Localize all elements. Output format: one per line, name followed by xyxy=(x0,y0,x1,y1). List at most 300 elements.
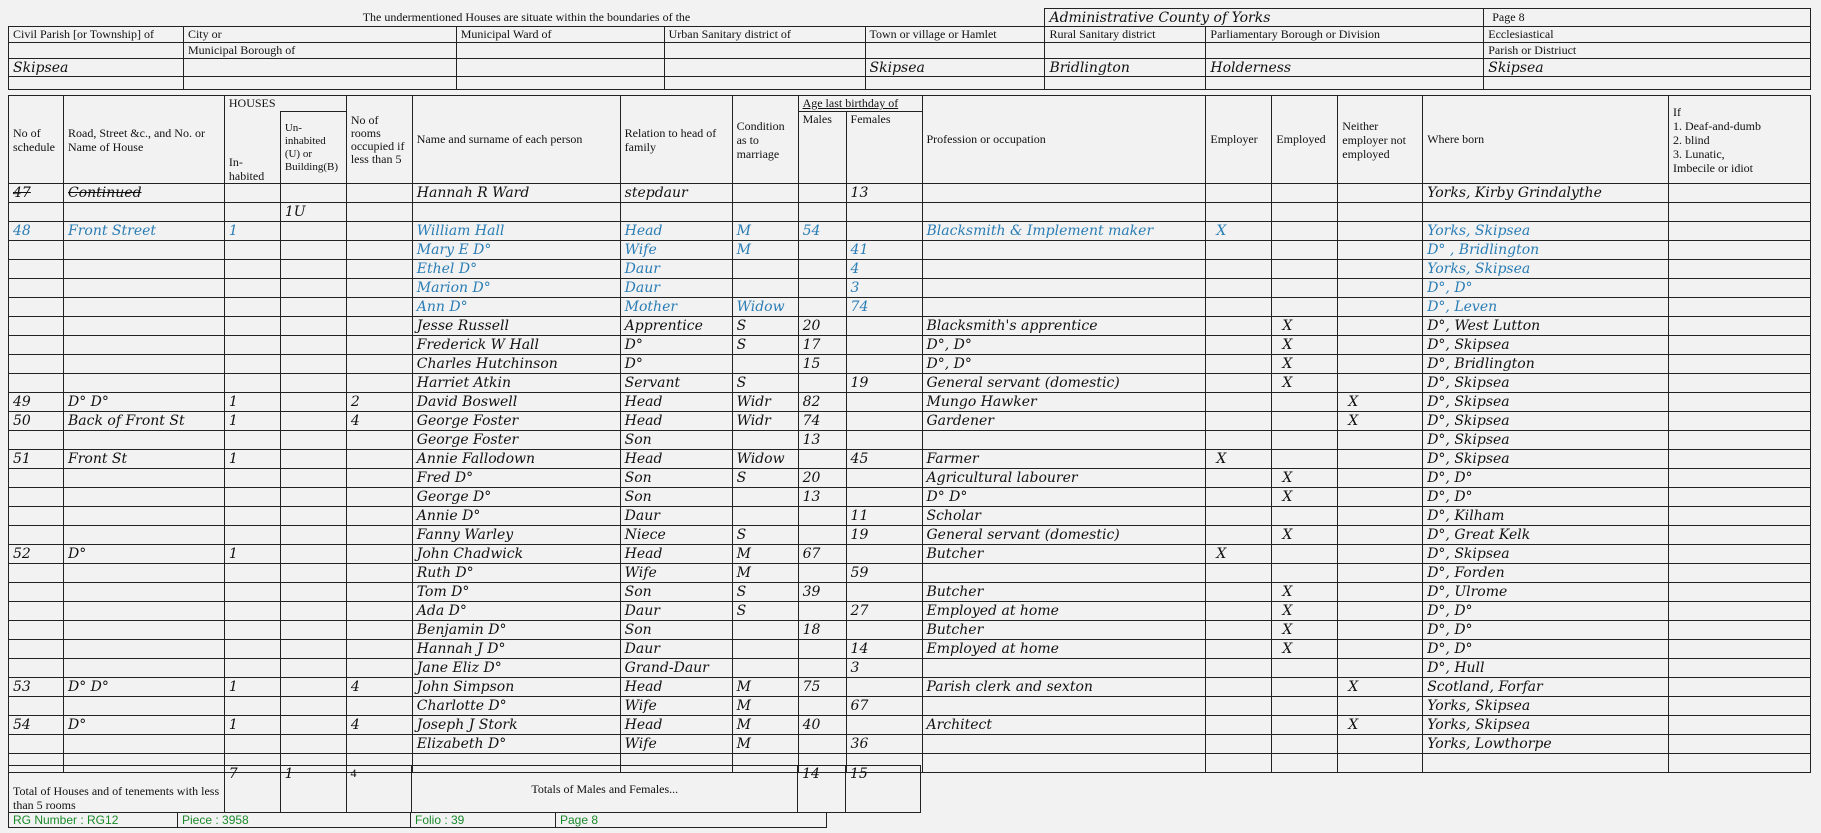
cell-employer xyxy=(1206,678,1272,697)
cell-condition xyxy=(732,431,798,450)
cell-condition xyxy=(732,621,798,640)
cell-infirmity xyxy=(1669,735,1811,754)
cell-infirmity xyxy=(1669,298,1811,317)
cell-employed xyxy=(1272,507,1338,526)
cell-occupation xyxy=(922,298,1206,317)
cell-road xyxy=(63,279,224,298)
cell-males xyxy=(798,564,846,583)
cell-occupation xyxy=(922,754,1206,773)
cell-relation: stepdaur xyxy=(620,184,732,203)
cell-name: Fanny Warley xyxy=(412,526,620,545)
infirm-1: 1. Deaf-and-dumb xyxy=(1673,118,1761,133)
col-schedule: No of schedule xyxy=(9,96,64,184)
cell-relation: Head xyxy=(620,545,732,564)
cell-schedule xyxy=(9,488,64,507)
cell-employed: X xyxy=(1272,488,1338,507)
cell-schedule: 53 xyxy=(9,678,64,697)
cell-females: 3 xyxy=(846,659,922,678)
table-row xyxy=(9,716,1811,735)
cell-employed xyxy=(1272,279,1338,298)
col-rooms: No of rooms occupied if less than 5 xyxy=(346,96,412,184)
cell-males xyxy=(798,659,846,678)
cell-schedule xyxy=(9,583,64,602)
cell-road xyxy=(63,564,224,583)
cell-infirmity xyxy=(1669,241,1811,260)
cell-condition: S xyxy=(732,583,798,602)
table-row xyxy=(9,260,1811,279)
cell-employed: X xyxy=(1272,602,1338,621)
cell-rooms: 4 xyxy=(346,716,412,735)
value-rural-sanitary: Bridlington xyxy=(1045,59,1206,77)
cell-males xyxy=(798,507,846,526)
cell-born: Yorks, Skipsea xyxy=(1423,697,1669,716)
cell-schedule xyxy=(9,469,64,488)
ref-folio: Folio : 39 xyxy=(411,813,556,828)
cell-occupation xyxy=(922,697,1206,716)
cell-inhabited xyxy=(224,374,280,393)
col-condition: Condition as to marriage xyxy=(732,96,798,184)
label-ecclesiastical: Ecclesiastical xyxy=(1484,27,1811,43)
value-civil-parish: Skipsea xyxy=(9,59,184,77)
cell-condition xyxy=(732,640,798,659)
cell-males xyxy=(798,279,846,298)
label-municipal-borough: Municipal Borough of xyxy=(183,43,456,59)
cell-condition xyxy=(732,203,798,222)
cell-males xyxy=(798,260,846,279)
cell-males: 18 xyxy=(798,621,846,640)
cell-relation: Daur xyxy=(620,602,732,621)
cell-males: 75 xyxy=(798,678,846,697)
cell-inhabited xyxy=(224,298,280,317)
cell-born: D° , Bridlington xyxy=(1423,241,1669,260)
cell-males xyxy=(798,735,846,754)
cell-inhabited xyxy=(224,640,280,659)
census-table xyxy=(8,95,1811,773)
infirm-4: Imbecile or idiot xyxy=(1673,160,1753,175)
infirm-3: 3. Lunatic, xyxy=(1673,146,1725,161)
value-ecclesiastical: Skipsea xyxy=(1484,59,1811,77)
cell-schedule xyxy=(9,621,64,640)
cell-occupation: Parish clerk and sexton xyxy=(922,678,1206,697)
cell-employed: X xyxy=(1272,526,1338,545)
cell-females xyxy=(846,203,922,222)
cell-females: 59 xyxy=(846,564,922,583)
cell-schedule xyxy=(9,507,64,526)
cell-born: D°, Leven xyxy=(1423,298,1669,317)
cell-rooms xyxy=(346,697,412,716)
cell-inhabited xyxy=(224,488,280,507)
cell-born: Scotland, Forfar xyxy=(1423,678,1669,697)
cell-employer xyxy=(1206,507,1272,526)
cell-infirmity xyxy=(1669,393,1811,412)
cell-born: D°, D° xyxy=(1423,621,1669,640)
cell-females xyxy=(846,412,922,431)
table-row xyxy=(9,374,1811,393)
cell-inhabited xyxy=(224,260,280,279)
table-row xyxy=(9,222,1811,241)
cell-neither xyxy=(1338,336,1423,355)
cell-males xyxy=(798,697,846,716)
cell-road: D° xyxy=(63,716,224,735)
cell-employed: X xyxy=(1272,336,1338,355)
cell-females: 13 xyxy=(846,184,922,203)
cell-infirmity xyxy=(1669,450,1811,469)
cell-uninhabited xyxy=(280,279,346,298)
cell-relation: Daur xyxy=(620,507,732,526)
cell-schedule: 49 xyxy=(9,393,64,412)
cell-employed xyxy=(1272,260,1338,279)
col-inhabited: In-habited xyxy=(224,124,280,184)
cell-relation: Wife xyxy=(620,735,732,754)
table-row xyxy=(9,279,1811,298)
table-row xyxy=(9,545,1811,564)
cell-name: George D° xyxy=(412,488,620,507)
cell-uninhabited xyxy=(280,507,346,526)
cell-rooms xyxy=(346,355,412,374)
cell-females: 36 xyxy=(846,735,922,754)
cell-employer xyxy=(1206,526,1272,545)
table-row xyxy=(9,450,1811,469)
cell-road xyxy=(63,526,224,545)
ref-page: Page 8 xyxy=(556,813,827,828)
ref-rg: RG Number : RG12 xyxy=(9,813,178,828)
cell-relation: Apprentice xyxy=(620,317,732,336)
cell-condition: S xyxy=(732,317,798,336)
cell-rooms xyxy=(346,640,412,659)
cell-occupation: D° D° xyxy=(922,488,1206,507)
cell-neither xyxy=(1338,355,1423,374)
cell-neither xyxy=(1338,374,1423,393)
cell-occupation: D°, D° xyxy=(922,355,1206,374)
cell-uninhabited xyxy=(280,621,346,640)
cell-road xyxy=(63,241,224,260)
cell-road xyxy=(63,355,224,374)
cell-name: Ethel D° xyxy=(412,260,620,279)
cell-females xyxy=(846,431,922,450)
cell-employed xyxy=(1272,203,1338,222)
cell-relation: Son xyxy=(620,431,732,450)
cell-rooms xyxy=(346,583,412,602)
cell-relation: D° xyxy=(620,336,732,355)
cell-females: 45 xyxy=(846,450,922,469)
cell-occupation: General servant (domestic) xyxy=(922,526,1206,545)
totals-inhabited: 7 xyxy=(224,766,280,813)
cell-employer xyxy=(1206,298,1272,317)
col-employer: Employer xyxy=(1206,96,1272,184)
cell-neither: X xyxy=(1338,393,1423,412)
cell-infirmity xyxy=(1669,659,1811,678)
cell-name: Frederick W Hall xyxy=(412,336,620,355)
cell-employer xyxy=(1206,374,1272,393)
cell-road xyxy=(63,659,224,678)
cell-name: Jane Eliz D° xyxy=(412,659,620,678)
cell-occupation: Butcher xyxy=(922,583,1206,602)
cell-uninhabited xyxy=(280,697,346,716)
table-row xyxy=(9,431,1811,450)
cell-occupation: Agricultural labourer xyxy=(922,469,1206,488)
cell-schedule xyxy=(9,659,64,678)
cell-employed xyxy=(1272,564,1338,583)
cell-males: 74 xyxy=(798,412,846,431)
cell-born: Yorks, Skipsea xyxy=(1423,260,1669,279)
cell-born: D°, Skipsea xyxy=(1423,336,1669,355)
cell-rooms xyxy=(346,526,412,545)
label-urban-sanitary: Urban Sanitary district of xyxy=(664,27,865,43)
cell-rooms xyxy=(346,298,412,317)
cell-inhabited: 1 xyxy=(224,450,280,469)
cell-employed: X xyxy=(1272,640,1338,659)
cell-males: 82 xyxy=(798,393,846,412)
cell-born: Yorks, Skipsea xyxy=(1423,222,1669,241)
cell-employer xyxy=(1206,431,1272,450)
cell-inhabited xyxy=(224,241,280,260)
table-row xyxy=(9,640,1811,659)
cell-employed: X xyxy=(1272,374,1338,393)
cell-rooms xyxy=(346,203,412,222)
cell-rooms: 2 xyxy=(346,393,412,412)
cell-born: D°, D° xyxy=(1423,279,1669,298)
cell-schedule xyxy=(9,336,64,355)
cell-born: D°, D° xyxy=(1423,602,1669,621)
table-row xyxy=(9,469,1811,488)
cell-infirmity xyxy=(1669,583,1811,602)
cell-road xyxy=(63,602,224,621)
col-neither: Neither employer not employed xyxy=(1338,96,1423,184)
cell-employed xyxy=(1272,678,1338,697)
cell-males: 13 xyxy=(798,488,846,507)
cell-infirmity xyxy=(1669,203,1811,222)
cell-born: D°, Skipsea xyxy=(1423,393,1669,412)
cell-condition: S xyxy=(732,602,798,621)
cell-relation: Mother xyxy=(620,298,732,317)
cell-infirmity xyxy=(1669,469,1811,488)
cell-schedule xyxy=(9,735,64,754)
cell-condition: Widr xyxy=(732,393,798,412)
cell-name: Elizabeth D° xyxy=(412,735,620,754)
cell-condition: Widow xyxy=(732,298,798,317)
cell-occupation xyxy=(922,564,1206,583)
cell-road xyxy=(63,431,224,450)
cell-infirmity xyxy=(1669,355,1811,374)
cell-uninhabited xyxy=(280,393,346,412)
cell-males xyxy=(798,374,846,393)
cell-females: 14 xyxy=(846,640,922,659)
col-uninhabited: Un-inhabited (U) or Building(B) xyxy=(280,112,346,184)
cell-females xyxy=(846,678,922,697)
cell-road xyxy=(63,260,224,279)
cell-infirmity xyxy=(1669,602,1811,621)
label-town-village: Town or village or Hamlet xyxy=(865,27,1045,43)
cell-rooms xyxy=(346,260,412,279)
cell-neither xyxy=(1338,260,1423,279)
table-row xyxy=(9,184,1811,203)
cell-condition: S xyxy=(732,469,798,488)
cell-infirmity xyxy=(1669,222,1811,241)
cell-uninhabited xyxy=(280,469,346,488)
cell-born: D°, Skipsea xyxy=(1423,450,1669,469)
col-houses: HOUSES xyxy=(224,96,346,112)
cell-occupation xyxy=(922,184,1206,203)
col-name: Name and surname of each person xyxy=(412,96,620,184)
cell-males: 54 xyxy=(798,222,846,241)
cell-born: Yorks, Lowthorpe xyxy=(1423,735,1669,754)
cell-infirmity xyxy=(1669,260,1811,279)
cell-employer xyxy=(1206,203,1272,222)
cell-employer xyxy=(1206,393,1272,412)
cell-uninhabited xyxy=(280,488,346,507)
cell-condition: M xyxy=(732,735,798,754)
cell-infirmity xyxy=(1669,545,1811,564)
cell-females xyxy=(846,716,922,735)
totals-houses-label: Total of Houses and of tenements with less than 5 rooms xyxy=(9,766,225,813)
cell-schedule xyxy=(9,260,64,279)
cell-condition xyxy=(732,488,798,507)
label-parliamentary: Parliamentary Borough or Division xyxy=(1206,27,1484,43)
table-row xyxy=(9,659,1811,678)
cell-name: Mary E D° xyxy=(412,241,620,260)
cell-name: John Simpson xyxy=(412,678,620,697)
cell-males: 15 xyxy=(798,355,846,374)
cell-employer xyxy=(1206,659,1272,678)
cell-road: D° D° xyxy=(63,393,224,412)
cell-neither xyxy=(1338,222,1423,241)
cell-condition xyxy=(732,355,798,374)
cell-occupation: Butcher xyxy=(922,545,1206,564)
cell-neither xyxy=(1338,298,1423,317)
col-age: Age last birthday of xyxy=(798,96,922,112)
cell-born xyxy=(1423,754,1669,773)
totals-females: 15 xyxy=(846,766,921,813)
cell-occupation: Employed at home xyxy=(922,640,1206,659)
cell-neither xyxy=(1338,431,1423,450)
value-parliamentary: Holderness xyxy=(1206,59,1484,77)
cell-name: Ruth D° xyxy=(412,564,620,583)
cell-males xyxy=(798,184,846,203)
cell-males xyxy=(798,640,846,659)
label-rural-sanitary: Rural Sanitary district xyxy=(1045,27,1206,43)
cell-employed: X xyxy=(1272,583,1338,602)
cell-neither xyxy=(1338,735,1423,754)
infirm-if: If xyxy=(1673,104,1682,119)
totals-uninhabited: 1 xyxy=(280,766,346,813)
cell-males xyxy=(798,241,846,260)
cell-born: D°, Skipsea xyxy=(1423,431,1669,450)
cell-inhabited xyxy=(224,336,280,355)
cell-rooms xyxy=(346,621,412,640)
cell-employer xyxy=(1206,355,1272,374)
cell-rooms: 4 xyxy=(346,678,412,697)
cell-uninhabited xyxy=(280,222,346,241)
cell-females xyxy=(846,317,922,336)
cell-inhabited xyxy=(224,184,280,203)
cell-employed xyxy=(1272,659,1338,678)
cell-condition xyxy=(732,184,798,203)
cell-employer xyxy=(1206,488,1272,507)
cell-schedule xyxy=(9,640,64,659)
cell-relation: Grand-Daur xyxy=(620,659,732,678)
cell-road xyxy=(63,203,224,222)
cell-relation: Wife xyxy=(620,564,732,583)
cell-relation: Daur xyxy=(620,279,732,298)
cell-rooms xyxy=(346,431,412,450)
cell-infirmity xyxy=(1669,184,1811,203)
cell-inhabited xyxy=(224,583,280,602)
cell-name: George Foster xyxy=(412,412,620,431)
cell-occupation xyxy=(922,431,1206,450)
cell-occupation: General servant (domestic) xyxy=(922,374,1206,393)
cell-road: Front Street xyxy=(63,222,224,241)
cell-employed xyxy=(1272,716,1338,735)
cell-rooms xyxy=(346,488,412,507)
cell-inhabited xyxy=(224,735,280,754)
cell-occupation xyxy=(922,203,1206,222)
cell-females xyxy=(846,488,922,507)
col-born: Where born xyxy=(1423,96,1669,184)
totals-persons-label: Totals of Males and Females... xyxy=(412,766,798,813)
table-row xyxy=(9,336,1811,355)
cell-females: 11 xyxy=(846,507,922,526)
table-row xyxy=(9,735,1811,754)
cell-relation: Niece xyxy=(620,526,732,545)
cell-neither xyxy=(1338,545,1423,564)
cell-rooms xyxy=(346,545,412,564)
cell-occupation: Architect xyxy=(922,716,1206,735)
cell-neither: X xyxy=(1338,412,1423,431)
cell-occupation: Farmer xyxy=(922,450,1206,469)
cell-uninhabited xyxy=(280,678,346,697)
cell-occupation: Butcher xyxy=(922,621,1206,640)
cell-females: 27 xyxy=(846,602,922,621)
cell-schedule xyxy=(9,317,64,336)
cell-name: John Chadwick xyxy=(412,545,620,564)
cell-neither xyxy=(1338,507,1423,526)
cell-females xyxy=(846,393,922,412)
cell-relation: Head xyxy=(620,716,732,735)
cell-uninhabited xyxy=(280,336,346,355)
cell-males xyxy=(798,203,846,222)
cell-name: Harriet Atkin xyxy=(412,374,620,393)
cell-infirmity xyxy=(1669,412,1811,431)
cell-employer xyxy=(1206,317,1272,336)
cell-occupation: Scholar xyxy=(922,507,1206,526)
cell-name: Hannah J D° xyxy=(412,640,620,659)
cell-inhabited xyxy=(224,203,280,222)
cell-males: 20 xyxy=(798,469,846,488)
cell-condition: S xyxy=(732,526,798,545)
cell-infirmity xyxy=(1669,621,1811,640)
cell-name: Annie D° xyxy=(412,507,620,526)
cell-inhabited xyxy=(224,602,280,621)
cell-road: D° D° xyxy=(63,678,224,697)
cell-females: 41 xyxy=(846,241,922,260)
cell-condition: S xyxy=(732,336,798,355)
cell-females xyxy=(846,336,922,355)
cell-condition xyxy=(732,659,798,678)
cell-condition: M xyxy=(732,716,798,735)
cell-uninhabited xyxy=(280,545,346,564)
cell-schedule xyxy=(9,203,64,222)
cell-born: D°, D° xyxy=(1423,640,1669,659)
cell-employed xyxy=(1272,450,1338,469)
cell-neither xyxy=(1338,697,1423,716)
table-row xyxy=(9,488,1811,507)
cell-employer xyxy=(1206,716,1272,735)
cell-condition xyxy=(732,260,798,279)
cell-neither xyxy=(1338,602,1423,621)
cell-inhabited xyxy=(224,507,280,526)
cell-employer xyxy=(1206,412,1272,431)
header-banner: The undermentioned Houses are situate within the boundaries of the xyxy=(9,9,1045,27)
